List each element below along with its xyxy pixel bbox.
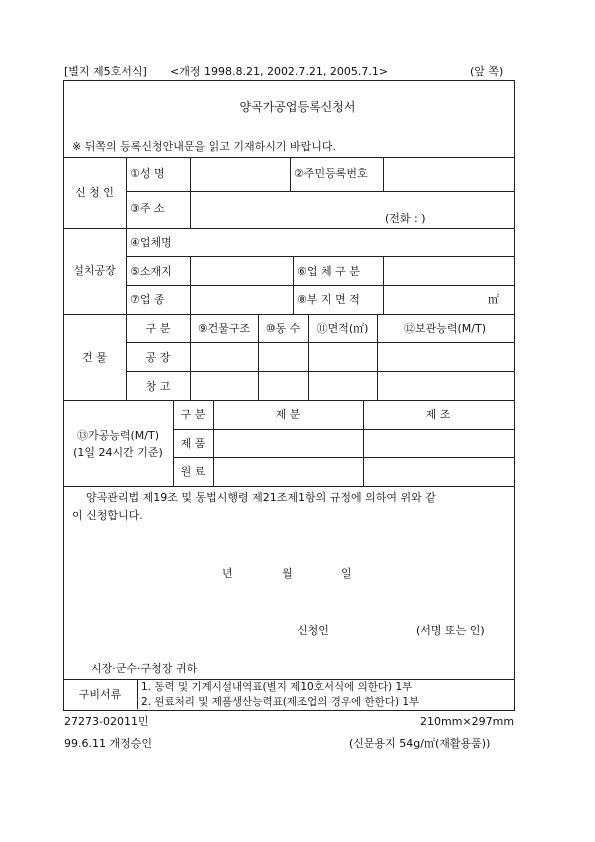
facility-label: 설치공장 (73, 264, 116, 277)
date-day-label: 일 (341, 567, 352, 580)
raw-material-row-label: 원 료 (180, 465, 206, 478)
applicant-label: 신 청 인 (75, 186, 114, 199)
category-field[interactable] (191, 286, 292, 313)
required-document-1: 1. 동력 및 기계시설내역표(별지 제10호서식에 의한다) 1부 (141, 681, 413, 693)
revision-note: <개정 1998.8.21, 2002.7.21, 2005.7.1> (170, 65, 389, 78)
factory-capacity-field[interactable] (378, 343, 512, 370)
paper-spec: (신문용지 54g/㎡(재활용품)) (349, 737, 491, 750)
date-year-label: 년 (222, 567, 233, 580)
building-kind-header: 구 분 (145, 322, 171, 335)
building-count-header: ⑩동 수 (265, 322, 301, 335)
declaration-line-2: 이 신청합니다. (72, 509, 143, 522)
product-manufacture-field[interactable] (364, 430, 512, 456)
warehouse-count-field[interactable] (259, 372, 307, 399)
business-type-label: ⑥업 체 구 분 (297, 265, 360, 278)
phone-label: (전화 : ) (385, 212, 426, 225)
location-field[interactable] (191, 257, 292, 284)
business-name-field[interactable] (191, 229, 512, 255)
location-label: ⑤소재지 (130, 265, 172, 278)
processing-kind-header: 구 분 (180, 408, 206, 421)
required-document-2: 2. 원료처리 및 제품생산능력표(제조업의 경우에 한한다) 1부 (141, 696, 420, 708)
manufacture-header: 제 조 (425, 408, 451, 421)
factory-area-field[interactable] (309, 343, 376, 370)
category-label: ⑦업 종 (130, 293, 165, 306)
applicant-sign-label: 신청인 (297, 624, 329, 637)
area-unit: ㎡ (488, 293, 499, 306)
storage-capacity-header: ⑫보관능력(M/T) (403, 322, 486, 335)
milling-header: 제 분 (275, 408, 301, 421)
form-code: 27273-02011민 (64, 715, 149, 728)
rrn-field[interactable] (384, 158, 512, 190)
notice-text: ※ 뒤쪽의 등록신청안내문을 읽고 기재하시기 바랍니다. (72, 140, 336, 153)
address-field[interactable] (191, 192, 512, 227)
factory-count-field[interactable] (259, 343, 307, 370)
date-month-label: 월 (282, 567, 293, 580)
name-label: ①성 명 (130, 167, 165, 180)
warehouse-structure-field[interactable] (191, 372, 257, 399)
warehouse-row-label: 창 고 (145, 380, 171, 393)
form-number: [별지 제5호서식] (64, 65, 147, 78)
address-label: ③주 소 (130, 202, 165, 215)
form-title: 양곡가공업등록신청서 (239, 100, 356, 114)
raw-milling-field[interactable] (214, 458, 362, 485)
required-documents-label: 구비서류 (78, 688, 122, 701)
product-row-label: 제 품 (180, 437, 206, 450)
processing-capacity-label: ⑬가공능력(M/T) (76, 429, 159, 442)
processing-basis-label: (1일 24시간 기준) (73, 446, 163, 459)
rrn-label: ②주민등록번호 (294, 167, 368, 180)
approval-note: 99.6.11 개정승인 (64, 737, 152, 750)
product-milling-field[interactable] (214, 430, 362, 456)
warehouse-area-field[interactable] (309, 372, 376, 399)
building-label: 건 물 (82, 351, 107, 364)
recipient-label: 시장·군수·구청장 귀하 (91, 662, 198, 675)
warehouse-capacity-field[interactable] (378, 372, 512, 399)
raw-manufacture-field[interactable] (364, 458, 512, 485)
factory-row-label: 공 장 (145, 351, 171, 364)
factory-structure-field[interactable] (191, 343, 257, 370)
building-structure-header: ⑨건물구조 (197, 322, 251, 335)
business-type-field[interactable] (384, 257, 512, 284)
declaration-line-1: 양곡관리법 제19조 및 동법시행령 제21조제1항의 규정에 의하여 위와 같 (86, 491, 436, 504)
building-area-header: ⑪면적(㎡) (316, 322, 369, 335)
site-area-label: ⑧부 지 면 적 (297, 293, 360, 306)
paper-size: 210mm×297mm (420, 715, 515, 728)
page-side-label: (앞 쪽) (470, 65, 504, 78)
signature-placeholder: (서명 또는 인) (416, 624, 485, 637)
name-field[interactable] (191, 158, 289, 190)
business-name-label: ④업체명 (130, 236, 172, 249)
